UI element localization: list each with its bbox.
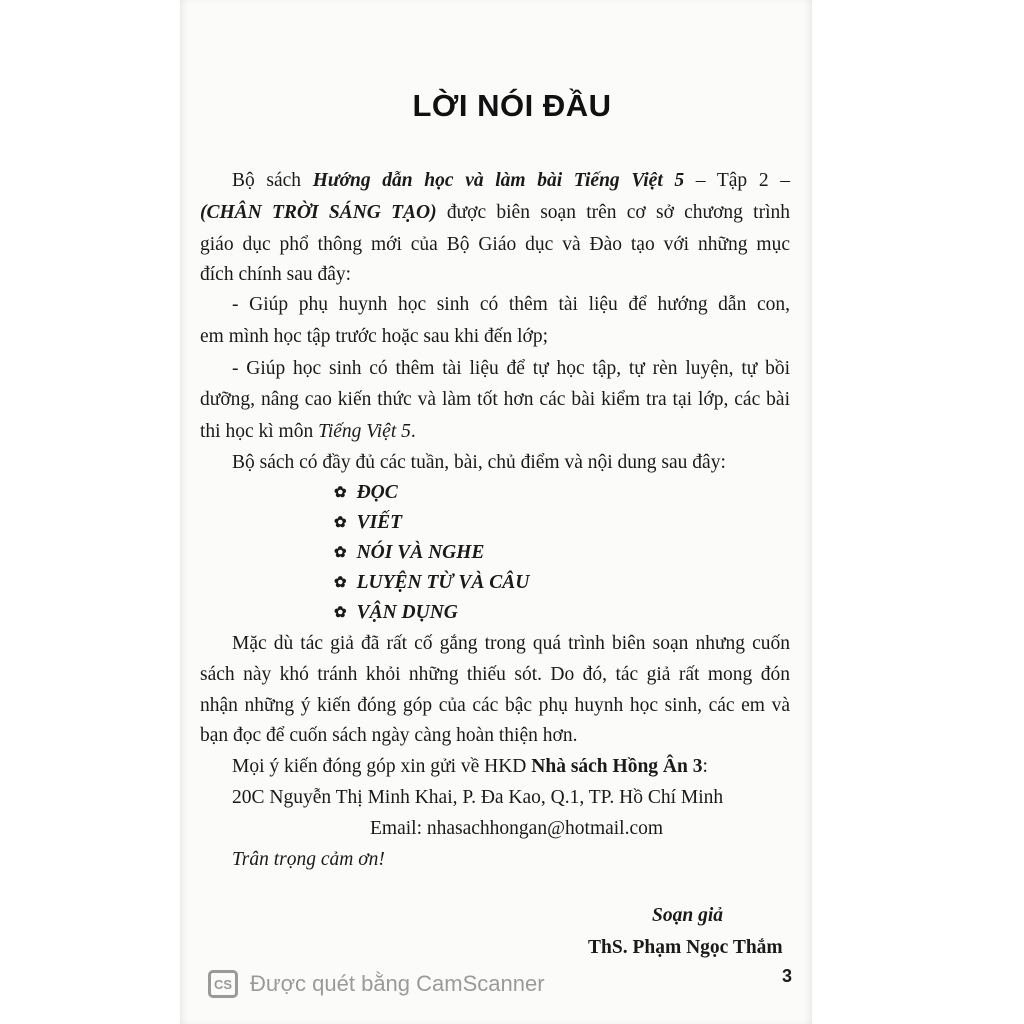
section-label: LUYỆN TỪ VÀ CÂU [356,572,530,593]
book-title: Hướng dẫn học và làm bài Tiếng Việt 5 [312,170,685,191]
contact-line [232,752,708,782]
contact-text: Mọi ý kiến đóng góp xin gửi về HKD [232,756,532,777]
section-item [334,568,529,598]
camscanner-logo-icon: CS [208,970,238,998]
intro-text: – Tập 2 – [684,170,790,191]
closing-line-2: sách này khó tránh khỏi những thiếu sót. Do đó, tác giả rất mong đón [200,664,790,685]
intro-line-2 [200,198,790,228]
section-item [334,538,484,568]
closing-line-4: bạn đọc để cuốn sách ngày càng hoàn thiện hơn. [200,725,578,746]
intro-text: Bộ sách [232,170,313,191]
purpose-2-line-1: - Giúp học sinh có thêm tài liệu để tự học tập, tự rèn luyện, tự bồi [232,358,790,379]
flower-bullet-icon: ✿ [334,485,347,501]
contact-email: Email: nhasachhongan@hotmail.com [370,818,664,839]
signature-name: ThS. Phạm Ngọc Thắm [588,937,783,958]
purpose-1-line-1: - Giúp phụ huynh học sinh có thêm tài liệu để hướng dẫn con, [232,294,790,315]
series-name: (CHÂN TRỜI SÁNG TẠO) [200,202,437,223]
signature-role: Soạn giả [652,905,723,926]
flower-bullet-icon: ✿ [334,515,347,531]
purpose-2-line-3 [200,417,416,447]
flower-bullet-icon: ✿ [334,575,347,591]
intro-line-3: giáo dục phổ thông mới của Bộ Giáo dục và Đào tạo với những mục [200,234,790,255]
thanks-text: Trân trọng cảm ơn! [232,849,385,870]
closing-line-1: Mặc dù tác giả đã rất cố gắng trong quá trình biên soạn nhưng cuốn [232,633,790,654]
contact-text: : [702,756,708,777]
page-title: LỜI NÓI ĐẦU [412,88,612,123]
purpose-text: thi học kì môn [200,421,319,442]
camscanner-watermark [208,970,545,998]
section-item [334,598,458,628]
section-item [334,508,402,538]
section-label: VẬN DỤNG [356,602,458,623]
flower-bullet-icon: ✿ [334,545,347,561]
purpose-1-line-2: em mình học tập trước hoặc sau khi đến lớp; [200,326,548,347]
contact-address: 20C Nguyễn Thị Minh Khai, P. Đa Kao, Q.1, TP. Hồ Chí Minh [232,787,724,808]
closing-line-3: nhận những ý kiến đóng góp của các bậc phụ huynh học sinh, các em và [200,695,790,716]
subject-name: Tiếng Việt 5 [318,421,411,442]
section-label: NÓI VÀ NGHE [356,542,485,563]
intro-text: được biên soạn trên cơ sở chương trình [436,202,790,223]
section-label: VIẾT [356,512,403,533]
purpose-text: . [410,421,416,442]
publisher-name: Nhà sách Hồng Ân 3 [531,756,703,777]
purpose-2-line-2: dưỡng, nâng cao kiến thức và làm tốt hơn các bài kiểm tra tại lớp, các bài [200,389,790,410]
contents-intro: Bộ sách có đầy đủ các tuần, bài, chủ điểm và nội dung sau đây: [232,452,726,473]
section-item [334,478,398,508]
watermark-text: Được quét bằng CamScanner [250,971,545,996]
section-label: ĐỌC [356,482,398,503]
intro-line-1 [232,166,790,196]
intro-line-4: đích chính sau đây: [200,264,352,285]
flower-bullet-icon: ✿ [334,605,347,621]
page-number: 3 [782,966,793,986]
